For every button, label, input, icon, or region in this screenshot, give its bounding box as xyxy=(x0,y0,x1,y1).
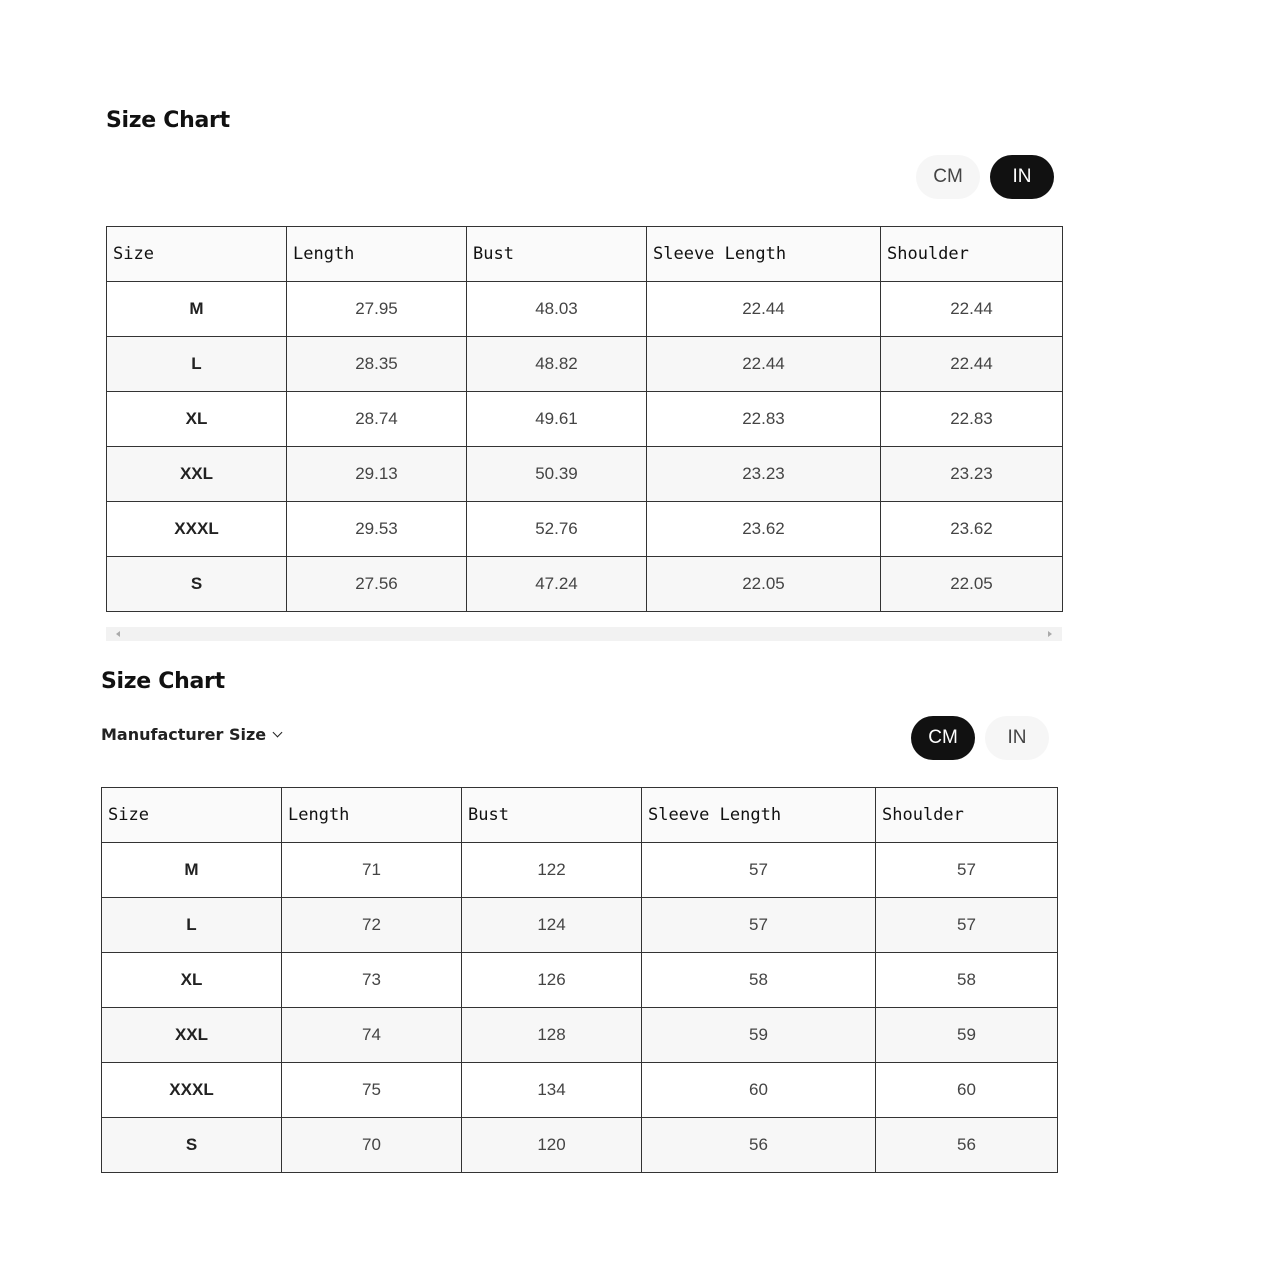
table-row xyxy=(102,843,1058,898)
table-row xyxy=(107,392,1063,447)
cell-length: 27.56 xyxy=(287,557,467,612)
cell-size: L xyxy=(102,898,282,953)
table-row xyxy=(107,282,1063,337)
header-sleeve-length: Sleeve Length xyxy=(647,227,881,282)
cell-bust: 52.76 xyxy=(467,502,647,557)
cell-size: S xyxy=(102,1118,282,1173)
cell-bust: 134 xyxy=(462,1063,642,1118)
cell-length: 29.53 xyxy=(287,502,467,557)
unit-in-button[interactable]: IN xyxy=(985,716,1049,760)
header-length: Length xyxy=(287,227,467,282)
cell-size: XXL xyxy=(102,1008,282,1063)
cell-length: 70 xyxy=(282,1118,462,1173)
cell-sleeve-length: 57 xyxy=(642,898,876,953)
cell-shoulder: 23.62 xyxy=(881,502,1063,557)
chevron-down-icon xyxy=(273,727,283,737)
cell-sleeve-length: 22.44 xyxy=(647,282,881,337)
cell-bust: 126 xyxy=(462,953,642,1008)
cell-bust: 124 xyxy=(462,898,642,953)
header-bust: Bust xyxy=(467,227,647,282)
cell-shoulder: 22.83 xyxy=(881,392,1063,447)
cell-shoulder: 60 xyxy=(876,1063,1058,1118)
cell-shoulder: 22.44 xyxy=(881,282,1063,337)
cell-length: 73 xyxy=(282,953,462,1008)
table-row xyxy=(102,1063,1058,1118)
table-row xyxy=(107,337,1063,392)
cell-shoulder: 56 xyxy=(876,1118,1058,1173)
cell-size: XL xyxy=(107,392,287,447)
size-chart-title: Size Chart xyxy=(106,108,230,133)
cell-length: 75 xyxy=(282,1063,462,1118)
header-length: Length xyxy=(282,788,462,843)
cell-bust: 48.03 xyxy=(467,282,647,337)
header-shoulder: Shoulder xyxy=(876,788,1058,843)
cell-sleeve-length: 22.83 xyxy=(647,392,881,447)
header-shoulder: Shoulder xyxy=(881,227,1063,282)
table-row xyxy=(107,447,1063,502)
header-size: Size xyxy=(107,227,287,282)
cell-bust: 49.61 xyxy=(467,392,647,447)
size-table-cm xyxy=(101,787,1058,1173)
unit-in-button[interactable]: IN xyxy=(990,155,1054,199)
cell-size: XL xyxy=(102,953,282,1008)
table-row xyxy=(107,502,1063,557)
header-size: Size xyxy=(102,788,282,843)
unit-toggle xyxy=(911,716,1049,760)
cell-sleeve-length: 23.23 xyxy=(647,447,881,502)
cell-length: 72 xyxy=(282,898,462,953)
cell-shoulder: 57 xyxy=(876,898,1058,953)
cell-shoulder: 59 xyxy=(876,1008,1058,1063)
cell-size: L xyxy=(107,337,287,392)
cell-size: XXXL xyxy=(102,1063,282,1118)
table-header-row xyxy=(102,788,1058,843)
cell-shoulder: 58 xyxy=(876,953,1058,1008)
cell-length: 27.95 xyxy=(287,282,467,337)
cell-size: S xyxy=(107,557,287,612)
scroll-left-arrow-icon[interactable] xyxy=(116,631,120,637)
horizontal-scrollbar[interactable] xyxy=(106,627,1062,641)
cell-shoulder: 22.05 xyxy=(881,557,1063,612)
unit-cm-button[interactable]: CM xyxy=(911,716,975,760)
header-sleeve-length: Sleeve Length xyxy=(642,788,876,843)
cell-shoulder: 22.44 xyxy=(881,337,1063,392)
table-row xyxy=(102,1008,1058,1063)
table-row xyxy=(102,953,1058,1008)
cell-sleeve-length: 23.62 xyxy=(647,502,881,557)
table-header-row xyxy=(107,227,1063,282)
cell-bust: 50.39 xyxy=(467,447,647,502)
cell-size: XXXL xyxy=(107,502,287,557)
size-chart-title: Size Chart xyxy=(101,669,225,694)
cell-sleeve-length: 60 xyxy=(642,1063,876,1118)
cell-size: M xyxy=(102,843,282,898)
cell-length: 71 xyxy=(282,843,462,898)
cell-length: 74 xyxy=(282,1008,462,1063)
table-row xyxy=(102,898,1058,953)
cell-sleeve-length: 57 xyxy=(642,843,876,898)
cell-length: 28.35 xyxy=(287,337,467,392)
cell-bust: 122 xyxy=(462,843,642,898)
unit-cm-button[interactable]: CM xyxy=(916,155,980,199)
cell-bust: 47.24 xyxy=(467,557,647,612)
header-bust: Bust xyxy=(462,788,642,843)
cell-length: 28.74 xyxy=(287,392,467,447)
table-row xyxy=(107,557,1063,612)
manufacturer-size-label: Manufacturer Size xyxy=(101,725,267,744)
cell-bust: 48.82 xyxy=(467,337,647,392)
unit-toggle xyxy=(916,155,1054,199)
cell-sleeve-length: 22.05 xyxy=(647,557,881,612)
table-row xyxy=(102,1118,1058,1173)
cell-bust: 128 xyxy=(462,1008,642,1063)
cell-bust: 120 xyxy=(462,1118,642,1173)
cell-shoulder: 57 xyxy=(876,843,1058,898)
cell-shoulder: 23.23 xyxy=(881,447,1063,502)
cell-sleeve-length: 59 xyxy=(642,1008,876,1063)
cell-size: XXL xyxy=(107,447,287,502)
cell-sleeve-length: 58 xyxy=(642,953,876,1008)
cell-sleeve-length: 22.44 xyxy=(647,337,881,392)
cell-length: 29.13 xyxy=(287,447,467,502)
size-table-inches xyxy=(106,226,1063,612)
scroll-right-arrow-icon[interactable] xyxy=(1048,631,1052,637)
cell-sleeve-length: 56 xyxy=(642,1118,876,1173)
manufacturer-size-dropdown[interactable] xyxy=(101,725,281,744)
cell-size: M xyxy=(107,282,287,337)
